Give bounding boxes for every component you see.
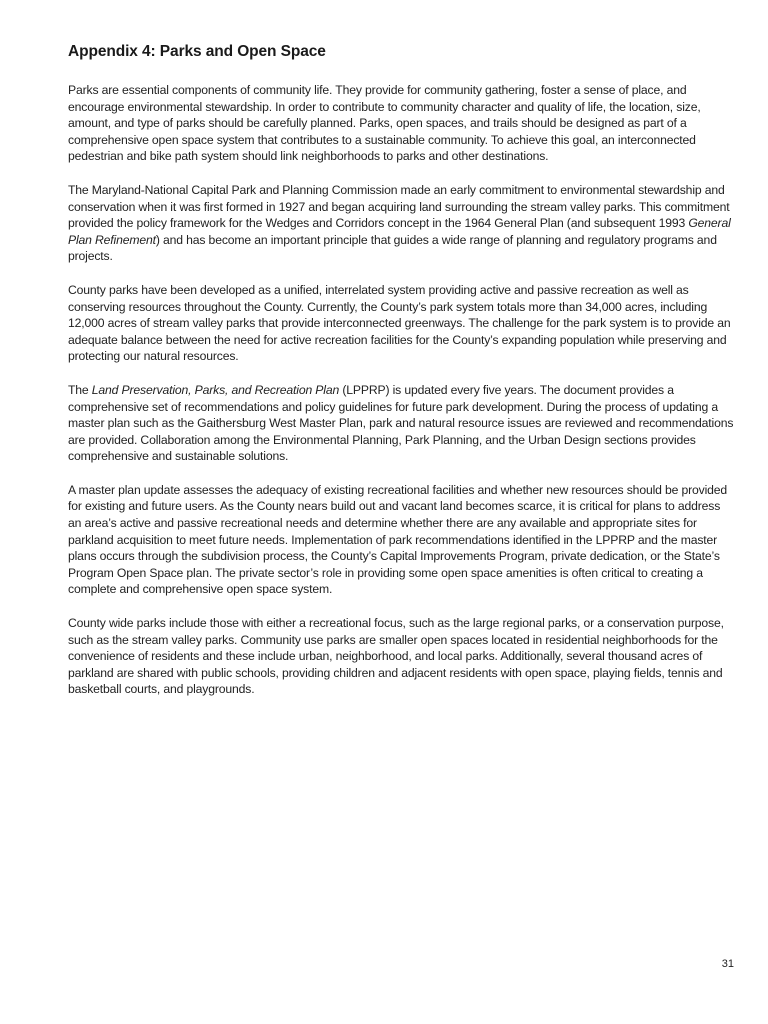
page-number: 31 [721, 958, 734, 970]
paragraph-text: The [68, 382, 92, 397]
paragraph-county-parks-system: County parks have been developed as a unified, interrelated system providing active and passive recreation as well as conserving resources throughout the County. Currently, the County’s park system totals more than 34,000 acres, including 12,000 acres of stream valley parks that provide interconnected greenways. The challenge for the park system is to provide an adequate balance between the need for active recreation facilities for the County’s expanding population while preserving and protecting our natural resources. [68, 282, 731, 364]
paragraph-county-wide-parks: County wide parks include those with either a recreational focus, such as the large regional parks, or a conservation purpose, such as the stream valley parks. Community use parks are smaller open spaces located in residential neighborhoods for the convenience of residents and these include urban, neighborhood, and local parks. Additionally, several thousand acres of parkland are shared with public schools, providing children and adjacent residents with open space, playing fields, tennis and basketball courts, and playgrounds. [68, 616, 724, 697]
paragraph-text: (LPPRP) is updated every five years. The document provides a comprehensive set of recommendations and policy guidelines for future park development. During the process of updating a master plan such as the Gaithersburg West Master Plan, park and natural resource issues are reviewed and recommendations are provided. Collaboration among the Environmental Planning, Park Planning, and the Urban Design sections provides comprehensive and sustainable solutions. [68, 382, 734, 464]
paragraph-lpprp [68, 382, 736, 465]
page-content [68, 42, 736, 715]
paragraph-text: ) and has become an important principle that guides a wide range of planning and regulatory programs and projects. [68, 232, 717, 264]
italic-title-lpprp: Land Preservation, Parks, and Recreation Plan [91, 382, 340, 397]
page-title: Appendix 4: Parks and Open Space [68, 43, 326, 60]
paragraph-parks-essential: Parks are essential components of community life. They provide for community gathering, foster a sense of place, and encourage environmental stewardship. In order to contribute to community character and quality of life, the location, size, amount, and type of parks should be carefully planned. Parks, open spaces, and trails should be designed as part of a comprehensive open space system that contributes to a sustainable community. To achieve this goal, an interconnected pedestrian and bike path system should link neighborhoods to parks and other destinations. [68, 83, 701, 164]
italic-title-general-plan-refinement: General Plan Refinement [68, 216, 731, 247]
paragraph-text: The Maryland-National Capital Park and Planning Commission made an early commitment to environmental stewardship and conservation when it was first formed in 1927 and began acquiring land surrounding the stream valley parks. This commitment provided the policy framework for the Wedges and Corridors concept in the 1964 General Plan (and subsequent 1993 [68, 182, 730, 231]
paragraph-master-plan-update: A master plan update assesses the adequacy of existing recreational facilities and whether new resources should be provided for existing and future users. As the County nears build out and vacant land becomes scarce, it is critical for plans to address an area’s active and passive recreational needs and determine whether there are any available and appropriate sites for parkland acquisition to meet future needs. Implementation of park recommendations identified in the LPPRP and the master plans occurs through the subdivision process, the County’s Capital Improvements Program, private dedication, or the State’s Program Open Space plan. The private sector’s role in providing some open space amenities is often critical to creating a complete and comprehensive open space system. [68, 482, 728, 597]
paragraph-mncppc-commitment [68, 182, 736, 265]
